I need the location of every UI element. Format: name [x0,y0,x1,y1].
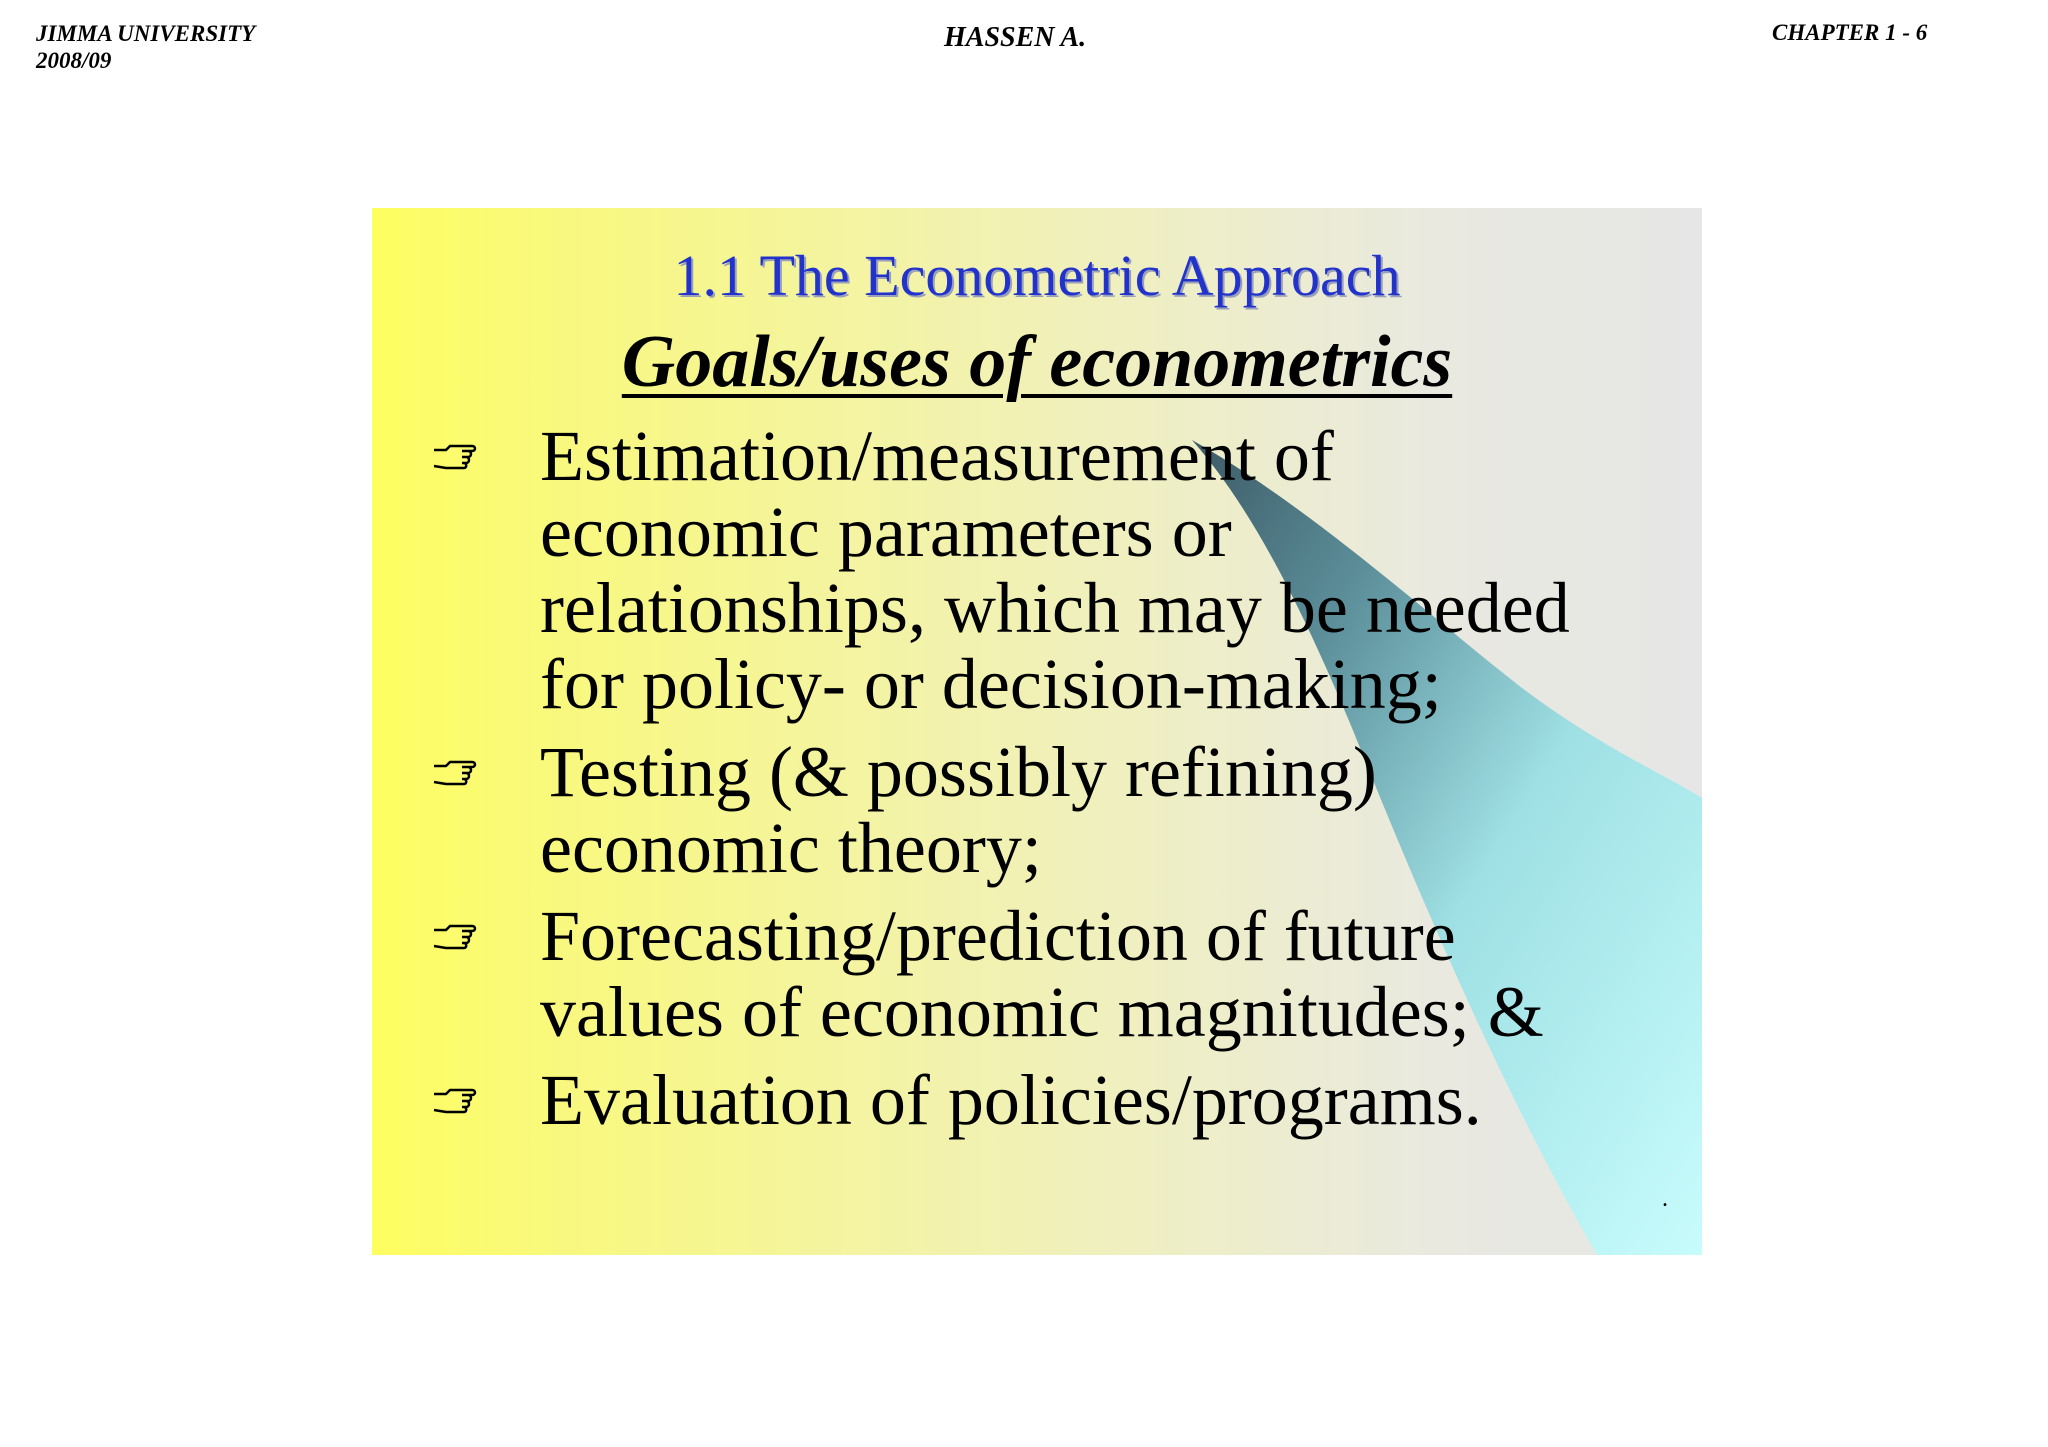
bullet-line: Evaluation of policies/programs. [540,1060,1482,1140]
goals-bullet-list [432,418,1692,1150]
institution-name: JIMMA UNIVERSITY [36,21,256,46]
chapter-page-label: CHAPTER 1 - 6 [1772,20,1928,45]
bullet-line: values of economic magnitudes; & [540,972,1544,1052]
bullet-line: economic parameters or [540,492,1232,572]
bullet-item-evaluation [432,1062,1692,1138]
pointing-hand-icon [432,1080,484,1120]
bullet-line: for policy- or decision-making; [540,644,1442,724]
academic-year: 2008/09 [36,48,112,73]
slide-subtitle: Goals/uses of econometrics [621,321,1453,403]
bullet-line: Forecasting/prediction of future [540,896,1456,976]
slide [372,208,1702,1255]
bullet-item-testing [432,734,1692,886]
pointing-hand-icon [432,752,484,792]
bullet-line: Testing (& possibly refining) [540,732,1377,812]
slide-footer-mark: . [1662,1186,1668,1212]
pointing-hand-icon [432,916,484,956]
header-left [36,20,255,74]
bullet-item-forecasting [432,898,1692,1050]
bullet-line: Estimation/measurement of [540,416,1334,496]
bullet-line: relationships, which may be needed [540,568,1570,648]
slide-title: 1.1 The Econometric Approach [673,243,1401,308]
bullet-line: economic theory; [540,808,1042,888]
author-name: HASSEN A. [944,22,1087,53]
bullet-item-estimation [432,418,1692,722]
pointing-hand-icon [432,436,484,476]
